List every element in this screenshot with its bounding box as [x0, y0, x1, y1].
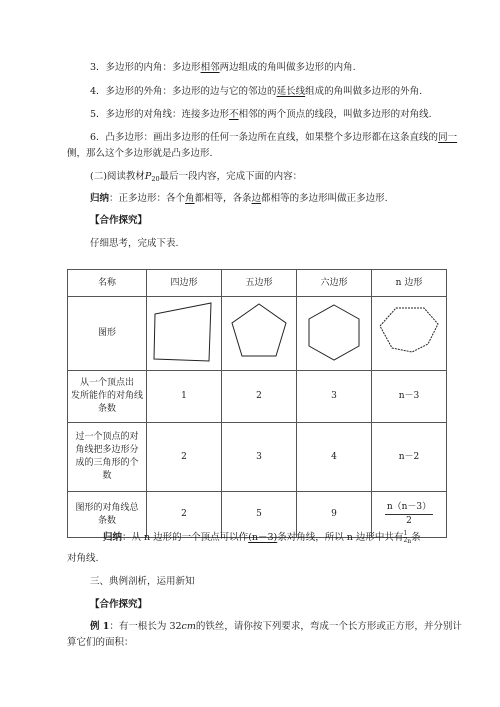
table-cell: 9 [297, 492, 372, 538]
table-header-cell: n 边形 [372, 270, 447, 297]
hexagon-figure [297, 297, 372, 371]
table-row-label: 图形 [68, 297, 147, 371]
quadrilateral-shape [151, 298, 217, 364]
table-header-cell: 六边形 [297, 270, 372, 297]
item-number: 3 [90, 62, 97, 73]
reading-instruction: (二)阅读教材$P_{20}$最后一段内容，完成下面的内容： [90, 171, 303, 183]
table-cell: n－2 [372, 423, 447, 492]
example-1: 例 1：有一根长为 32cm的铁丝，请你按下列要求，弯成一个长方形或正方形，并分别计 [90, 621, 462, 632]
section-3-title: 三、典例剖析，运用新知 [90, 576, 195, 587]
table-row-label: 从一个顶点出 发所能作的对角线 条数 [68, 371, 147, 423]
item-6-continuation: 侧，那么这个多边形就是凸多边形. [67, 148, 213, 159]
item-number: 4 [90, 86, 97, 97]
table-cell: 3 [297, 371, 372, 423]
table-cell: 4 [297, 423, 372, 492]
item-number: 6 [90, 132, 97, 143]
table-cell: 5 [222, 492, 297, 538]
item-5: 5．多边形的对角线：连接多边形不相邻的两个顶点的线段，叫做多边形的对角线. [90, 109, 432, 120]
item-4: 4．多边形的外角：多边形的边与它的邻边的延长线组成的角叫做多边形的外角. [90, 86, 423, 97]
table-cell: 2 [147, 492, 222, 538]
polygon-table [67, 269, 447, 538]
item-6: 6．凸多边形：画出多边形的任何一条边所在直线，如果整个多边形都在这条直线的同一 [90, 132, 458, 143]
table-row [68, 423, 447, 492]
half-fraction: $\frac{1}{2}$ [403, 530, 408, 544]
summary-diagonals: 归纳：从 n 边形的一个顶点可以作(n－3)条对角线，所以 n 边形中共有 $\frac{1}{2}_n$条 [103, 530, 421, 545]
table-header-cell: 四边形 [147, 270, 222, 297]
total-diagonals-fraction: $\frac{n(n-3)}{2}$ [386, 502, 432, 526]
table-cell: 2 [147, 423, 222, 492]
table-header-cell: 名称 [68, 270, 147, 297]
item-number: 5 [90, 109, 97, 120]
table-cell: 1 [147, 371, 222, 423]
example-1-continuation: 算它们的面积： [67, 637, 134, 648]
hexagon-shape [301, 298, 367, 364]
instruction-text: 仔细思考，完成下表. [90, 238, 179, 249]
table-cell: n－3 [372, 371, 447, 423]
table-header-row [68, 270, 447, 297]
table-cell: 2 [222, 371, 297, 423]
table-header-cell: 五边形 [222, 270, 297, 297]
table-cell: 3 [222, 423, 297, 492]
section-heading-cooperative: 【合作探究】 [90, 215, 148, 226]
quadrilateral-figure [147, 297, 222, 371]
pentagon-figure [222, 297, 297, 371]
summary-regular-polygon: 归纳：正多边形：各个角都相等，各条边都相等的多边形叫做正多边形. [90, 193, 388, 204]
summary-diagonals-continuation: 对角线. [67, 553, 99, 564]
n-gon-figure [372, 297, 447, 371]
item-3: 3．多边形的内角：多边形相邻两边组成的角叫做多边形的内角. [90, 62, 356, 73]
table-row-label: 图形的对角线总 条数 [68, 492, 147, 538]
pentagon-shape [226, 298, 292, 364]
section-heading-cooperative-2: 【合作探究】 [90, 599, 148, 610]
n-gon-shape [376, 298, 442, 364]
table-row-label: 过一个顶点的对 角线把多边形分 成的三角形的个 数 [68, 423, 147, 492]
table-row-figure [68, 297, 447, 371]
table-row [68, 371, 447, 423]
